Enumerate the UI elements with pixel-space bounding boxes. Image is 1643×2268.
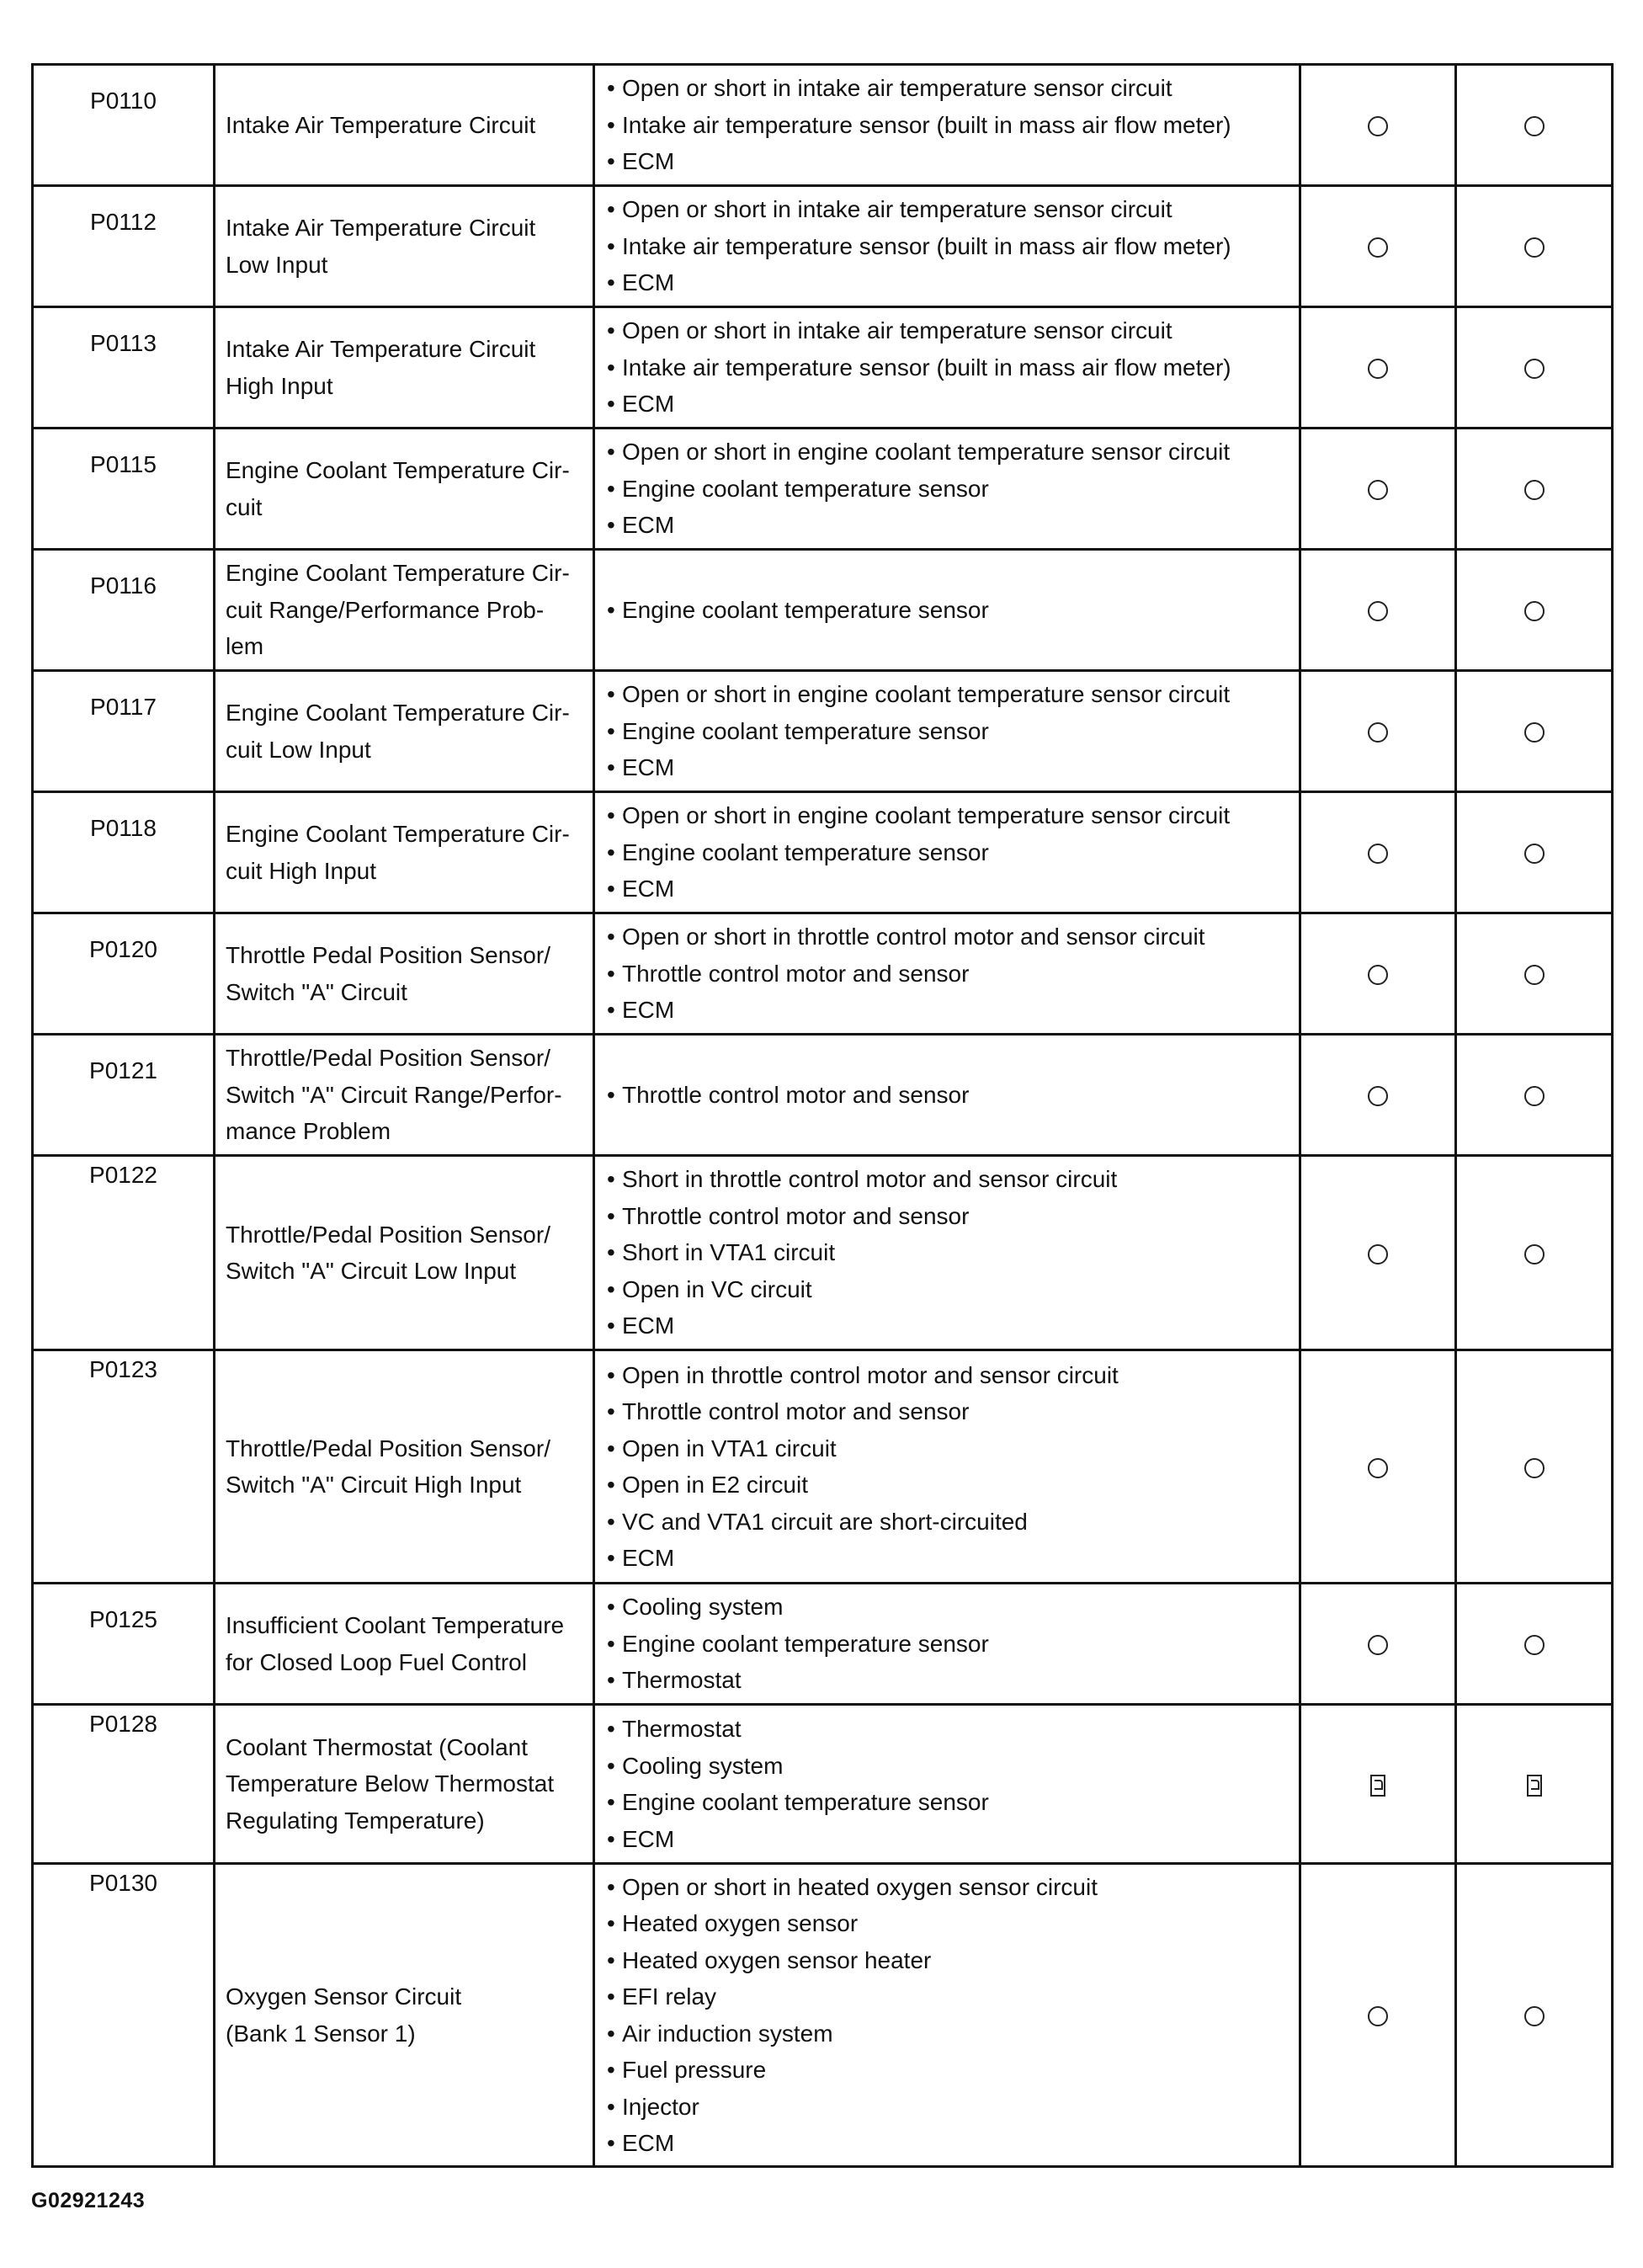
trouble-area-list — [605, 1869, 1290, 2162]
circle-mark-icon — [1524, 480, 1545, 500]
table-row — [33, 550, 1613, 671]
circle-mark-icon — [1524, 1635, 1545, 1655]
trouble-area-item: • Thermostat — [605, 1711, 1290, 1748]
table-row — [33, 1705, 1613, 1864]
trouble-area-cell — [594, 1705, 1300, 1864]
circle-mark-icon — [1368, 844, 1388, 864]
detection-item-line: Throttle/Pedal Position Sensor/ — [226, 1435, 550, 1461]
trouble-area-item: • Heated oxygen sensor — [605, 1905, 1290, 1942]
dtc-code: P0123 — [89, 1356, 157, 1382]
detection-item-line: cuit Range/Performance Prob- — [226, 596, 545, 623]
circle-mark-icon — [1524, 2006, 1545, 2026]
circle-mark-icon — [1524, 722, 1545, 743]
trouble-area-item: • Engine coolant temperature sensor — [605, 471, 1290, 508]
trouble-area-list — [605, 434, 1290, 544]
circle-mark-icon — [1368, 116, 1388, 136]
trouble-area-item: • Intake air temperature sensor (built in mass air flow meter) — [605, 349, 1290, 386]
memory-cell — [1456, 65, 1613, 186]
memory-cell — [1456, 1864, 1613, 2167]
dtc-code-cell — [33, 186, 215, 307]
trouble-area-item: • Open in VTA1 circuit — [605, 1430, 1290, 1467]
detection-item-cell — [215, 65, 594, 186]
trouble-area-list — [605, 1357, 1290, 1577]
detection-item-line: High Input — [226, 372, 333, 399]
trouble-area-cell — [594, 792, 1300, 913]
detection-item-line: Temperature Below Thermostat — [226, 1770, 555, 1797]
circle-mark-icon — [1368, 2006, 1388, 2026]
mil-cell — [1300, 429, 1456, 550]
trouble-area-cell — [594, 550, 1300, 671]
trouble-area-item: • Open or short in intake air temperature sensor circuit — [605, 70, 1290, 107]
dtc-code: P0110 — [90, 88, 157, 114]
dtc-code-cell — [33, 65, 215, 186]
detection-item-line: Intake Air Temperature Circuit — [226, 215, 536, 241]
dtc-code: P0121 — [89, 1057, 157, 1083]
figure-id: G02921243 — [31, 2189, 146, 2212]
trouble-area-cell — [594, 307, 1300, 429]
trouble-area-list — [605, 312, 1290, 423]
dtc-code-cell — [33, 1705, 215, 1864]
detection-item-line: Engine Coolant Temperature Cir- — [226, 821, 570, 847]
circle-mark-icon — [1524, 1244, 1545, 1264]
trouble-area-item: • Intake air temperature sensor (built in mass air flow meter) — [605, 107, 1290, 144]
trouble-area-item: • ECM — [605, 264, 1290, 301]
circle-mark-icon — [1368, 965, 1388, 985]
detection-item-line: Throttle Pedal Position Sensor/ — [226, 942, 550, 968]
mil-cell — [1300, 1584, 1456, 1705]
circle-mark-icon — [1524, 359, 1545, 379]
circle-mark-icon — [1368, 359, 1388, 379]
trouble-area-item: • EFI relay — [605, 1978, 1290, 2015]
circle-mark-icon — [1524, 601, 1545, 621]
trouble-area-item: • Cooling system — [605, 1748, 1290, 1785]
detection-item-cell — [215, 1350, 594, 1584]
dtc-code-cell — [33, 550, 215, 671]
dtc-code-cell — [33, 1584, 215, 1705]
memory-cell — [1456, 1035, 1613, 1156]
detection-item-line: Intake Air Temperature Circuit — [226, 336, 536, 362]
trouble-area-item: • Fuel pressure — [605, 2052, 1290, 2089]
trouble-area-list — [605, 1711, 1290, 1857]
table-row — [33, 307, 1613, 429]
dtc-code-cell — [33, 307, 215, 429]
mil-cell — [1300, 1705, 1456, 1864]
dtc-code-cell — [33, 1864, 215, 2167]
memory-cell — [1456, 550, 1613, 671]
mil-cell — [1300, 1035, 1456, 1156]
dtc-table — [31, 63, 1614, 2168]
dtc-code: P0112 — [90, 209, 157, 235]
detection-item-line: Low Input — [226, 251, 328, 278]
trouble-area-item: • Intake air temperature sensor (built in mass air flow meter) — [605, 228, 1290, 265]
trouble-area-item: • Open in throttle control motor and sensor circuit — [605, 1357, 1290, 1394]
circle-mark-icon — [1368, 1635, 1388, 1655]
two-trip-mark-icon — [1370, 1775, 1385, 1797]
dtc-code: P0116 — [90, 572, 157, 599]
dtc-code: P0113 — [90, 330, 157, 356]
trouble-area-item: • ECM — [605, 1540, 1290, 1577]
mil-cell — [1300, 1350, 1456, 1584]
detection-item-line: cuit Low Input — [226, 736, 371, 763]
trouble-area-list — [605, 676, 1290, 786]
detection-item-line: Engine Coolant Temperature Cir- — [226, 457, 570, 483]
detection-item-cell — [215, 1705, 594, 1864]
trouble-area-item: • ECM — [605, 1307, 1290, 1344]
detection-item-cell — [215, 307, 594, 429]
trouble-area-list — [605, 592, 1290, 629]
dtc-code: P0120 — [89, 936, 157, 962]
circle-mark-icon — [1524, 1086, 1545, 1106]
trouble-area-item: • Thermostat — [605, 1662, 1290, 1699]
dtc-code-cell — [33, 1156, 215, 1350]
detection-item-cell — [215, 1584, 594, 1705]
trouble-area-list — [605, 191, 1290, 301]
detection-item-line: Switch "A" Circuit — [226, 978, 407, 1005]
mil-cell — [1300, 550, 1456, 671]
dtc-code: P0117 — [90, 694, 157, 720]
dtc-code-cell — [33, 1350, 215, 1584]
table-row — [33, 1584, 1613, 1705]
dtc-code-cell — [33, 429, 215, 550]
trouble-area-item: • Throttle control motor and sensor — [605, 1077, 1290, 1114]
circle-mark-icon — [1524, 237, 1545, 258]
circle-mark-icon — [1368, 1086, 1388, 1106]
trouble-area-item: • ECM — [605, 992, 1290, 1029]
trouble-area-item: • VC and VTA1 circuit are short-circuited — [605, 1504, 1290, 1541]
detection-item-cell — [215, 550, 594, 671]
detection-item-cell — [215, 671, 594, 792]
mil-cell — [1300, 913, 1456, 1035]
dtc-code-cell — [33, 1035, 215, 1156]
detection-item-line: Regulating Temperature) — [226, 1807, 485, 1834]
detection-item-line: Oxygen Sensor Circuit — [226, 1983, 462, 2010]
trouble-area-cell — [594, 186, 1300, 307]
detection-item-line: Switch "A" Circuit Range/Perfor- — [226, 1081, 562, 1108]
trouble-area-item: • Engine coolant temperature sensor — [605, 713, 1290, 750]
detection-item-line: Insufficient Coolant Temperature — [226, 1612, 565, 1638]
detection-item-cell — [215, 1035, 594, 1156]
dtc-code: P0125 — [89, 1606, 157, 1632]
detection-item-line: Switch "A" Circuit Low Input — [226, 1258, 517, 1284]
trouble-area-item: • Throttle control motor and sensor — [605, 1393, 1290, 1430]
trouble-area-cell — [594, 1864, 1300, 2167]
circle-mark-icon — [1524, 844, 1545, 864]
dtc-code-cell — [33, 913, 215, 1035]
trouble-area-item: • Open or short in heated oxygen sensor circuit — [605, 1869, 1290, 1906]
trouble-area-cell — [594, 1156, 1300, 1350]
trouble-area-item: • Engine coolant temperature sensor — [605, 592, 1290, 629]
detection-item-line: lem — [226, 633, 264, 660]
trouble-area-list — [605, 918, 1290, 1029]
table-row — [33, 429, 1613, 550]
trouble-area-item: • Open in VC circuit — [605, 1271, 1290, 1308]
trouble-area-item: • ECM — [605, 1821, 1290, 1858]
table-row — [33, 1156, 1613, 1350]
dtc-table-body — [33, 65, 1613, 2167]
trouble-area-item: • ECM — [605, 507, 1290, 544]
mil-cell — [1300, 65, 1456, 186]
trouble-area-item: • Engine coolant temperature sensor — [605, 1626, 1290, 1663]
circle-mark-icon — [1524, 965, 1545, 985]
trouble-area-item: • Engine coolant temperature sensor — [605, 834, 1290, 871]
circle-mark-icon — [1524, 116, 1545, 136]
detection-item-line: Intake Air Temperature Circuit — [226, 111, 536, 138]
detection-item-cell — [215, 429, 594, 550]
mil-cell — [1300, 671, 1456, 792]
trouble-area-item: • Short in throttle control motor and sensor circuit — [605, 1161, 1290, 1198]
table-row — [33, 913, 1613, 1035]
memory-cell — [1456, 429, 1613, 550]
trouble-area-item: • Open or short in intake air temperature sensor circuit — [605, 191, 1290, 228]
dtc-code: P0122 — [89, 1162, 157, 1188]
dtc-code: P0128 — [89, 1711, 157, 1737]
detection-item-cell — [215, 1864, 594, 2167]
trouble-area-item: • Heated oxygen sensor heater — [605, 1942, 1290, 1979]
detection-item-cell — [215, 1156, 594, 1350]
trouble-area-cell — [594, 1584, 1300, 1705]
trouble-area-list — [605, 1077, 1290, 1114]
table-row — [33, 1035, 1613, 1156]
detection-item-line: Switch "A" Circuit High Input — [226, 1472, 522, 1498]
mil-cell — [1300, 792, 1456, 913]
trouble-area-item: • Open or short in throttle control motor and sensor circuit — [605, 918, 1290, 956]
detection-item-cell — [215, 913, 594, 1035]
memory-cell — [1456, 792, 1613, 913]
trouble-area-cell — [594, 671, 1300, 792]
two-trip-mark-icon — [1527, 1775, 1542, 1797]
trouble-area-item: • Throttle control motor and sensor — [605, 1198, 1290, 1235]
trouble-area-item: • ECM — [605, 143, 1290, 180]
trouble-area-cell — [594, 1350, 1300, 1584]
trouble-area-list — [605, 797, 1290, 908]
trouble-area-cell — [594, 65, 1300, 186]
trouble-area-item: • Cooling system — [605, 1589, 1290, 1626]
table-row — [33, 65, 1613, 186]
trouble-area-item: • ECM — [605, 749, 1290, 786]
detection-item-cell — [215, 186, 594, 307]
dtc-code: P0118 — [90, 815, 157, 841]
mil-cell — [1300, 307, 1456, 429]
trouble-area-item: • Throttle control motor and sensor — [605, 956, 1290, 993]
memory-cell — [1456, 1156, 1613, 1350]
table-row — [33, 1350, 1613, 1584]
circle-mark-icon — [1368, 722, 1388, 743]
detection-item-line: cuit — [226, 493, 263, 520]
mil-cell — [1300, 1864, 1456, 2167]
trouble-area-item: • Open or short in intake air temperature sensor circuit — [605, 312, 1290, 349]
dtc-code: P0115 — [90, 451, 157, 477]
trouble-area-item: • Injector — [605, 2089, 1290, 2126]
circle-mark-icon — [1368, 237, 1388, 258]
detection-item-line: Coolant Thermostat (Coolant — [226, 1733, 528, 1760]
detection-item-line: mance Problem — [226, 1118, 391, 1145]
memory-cell — [1456, 1584, 1613, 1705]
detection-item-line: Throttle/Pedal Position Sensor/ — [226, 1221, 550, 1248]
trouble-area-cell — [594, 913, 1300, 1035]
trouble-area-item: • Open or short in engine coolant temperature sensor circuit — [605, 676, 1290, 713]
memory-cell — [1456, 307, 1613, 429]
detection-item-line: (Bank 1 Sensor 1) — [226, 2020, 416, 2047]
circle-mark-icon — [1368, 601, 1388, 621]
memory-cell — [1456, 671, 1613, 792]
trouble-area-item: • ECM — [605, 386, 1290, 423]
trouble-area-list — [605, 70, 1290, 180]
trouble-area-item: • ECM — [605, 870, 1290, 908]
trouble-area-item: • Air induction system — [605, 2015, 1290, 2052]
memory-cell — [1456, 186, 1613, 307]
detection-item-cell — [215, 792, 594, 913]
detection-item-line: cuit High Input — [226, 857, 376, 884]
memory-cell — [1456, 913, 1613, 1035]
mil-cell — [1300, 1156, 1456, 1350]
trouble-area-cell — [594, 429, 1300, 550]
trouble-area-list — [605, 1589, 1290, 1699]
memory-cell — [1456, 1350, 1613, 1584]
mil-cell — [1300, 186, 1456, 307]
dtc-code-cell — [33, 792, 215, 913]
detection-item-line: Engine Coolant Temperature Cir- — [226, 700, 570, 726]
table-row — [33, 1864, 1613, 2167]
detection-item-line: Throttle/Pedal Position Sensor/ — [226, 1045, 550, 1072]
table-row — [33, 671, 1613, 792]
memory-cell — [1456, 1705, 1613, 1864]
circle-mark-icon — [1368, 480, 1388, 500]
circle-mark-icon — [1368, 1244, 1388, 1264]
trouble-area-cell — [594, 1035, 1300, 1156]
trouble-area-item: • Engine coolant temperature sensor — [605, 1784, 1290, 1821]
trouble-area-item: • Open in E2 circuit — [605, 1467, 1290, 1504]
trouble-area-item: • Short in VTA1 circuit — [605, 1234, 1290, 1271]
trouble-area-item: • Open or short in engine coolant temperature sensor circuit — [605, 434, 1290, 471]
detection-item-line: for Closed Loop Fuel Control — [226, 1648, 527, 1675]
trouble-area-item: • ECM — [605, 2125, 1290, 2162]
trouble-area-list — [605, 1161, 1290, 1344]
table-row — [33, 792, 1613, 913]
circle-mark-icon — [1368, 1458, 1388, 1478]
detection-item-line: Engine Coolant Temperature Cir- — [226, 560, 570, 587]
dtc-code: P0130 — [89, 1870, 157, 1896]
table-row — [33, 186, 1613, 307]
circle-mark-icon — [1524, 1458, 1545, 1478]
dtc-code-cell — [33, 671, 215, 792]
trouble-area-item: • Open or short in engine coolant temperature sensor circuit — [605, 797, 1290, 834]
